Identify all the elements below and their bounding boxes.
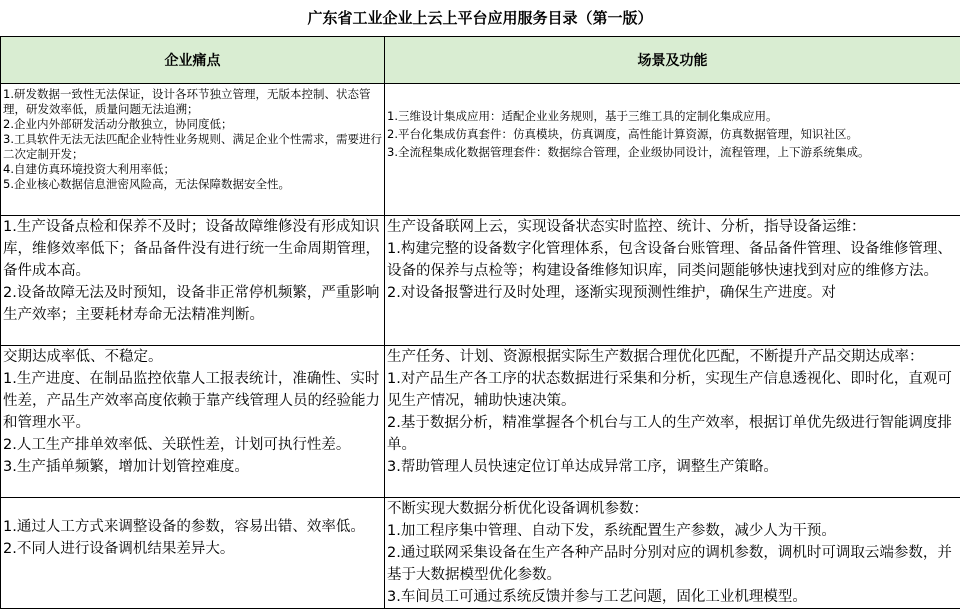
pain-cell[interactable] <box>1 498 385 609</box>
scene-cell[interactable] <box>385 216 960 346</box>
pain-text: 1.研发数据一致性无法保证，设计各环节独立管理，无版本控制、状态管理，研发效率低，质量问题无法追溯； 2.企业内外部研发活动分散独立，协同度低； 3.工具软件无法无法匹配企业特性业务规则、满足企业个性需求，需要进行二次定制开发； 4.自建仿真环境投资大利用率低； 5.企业核心数据信息泄密风险高，无法保障数据安全性。 <box>3 84 382 192</box>
column-header-scene[interactable]: 场景及功能 <box>385 37 960 84</box>
page-title: 广东省工业企业上云上平台应用服务目录（第一版） <box>0 0 960 36</box>
pain-cell[interactable] <box>1 216 385 346</box>
pain-cell[interactable] <box>1 346 385 498</box>
table-row <box>1 216 960 346</box>
table-row <box>1 346 960 498</box>
pain-text: 交期达成率低、不稳定。 1.生产进度、在制品监控依靠人工报表统计，准确性、实时性差，产品生产效率高度依赖于靠产线管理人员的经验能力和管理水平。 2.人工生产排单效率低、关联性差，计划可执行性差。 3.生产插单频繁，增加计划管控难度。 <box>3 346 382 478</box>
scene-cell[interactable] <box>385 84 960 216</box>
service-catalog-table <box>0 36 960 609</box>
column-header-pain[interactable]: 企业痛点 <box>1 37 385 84</box>
pain-cell[interactable] <box>1 84 385 216</box>
scene-cell[interactable] <box>385 498 960 609</box>
scene-cell[interactable] <box>385 346 960 498</box>
scene-text: 1.三维设计集成应用：适配企业业务规则，基于三维工具的定制化集成应用。 2.平台化集成仿真套件：仿真模块，仿真调度，高性能计算资源，仿真数据管理，知识社区。 3.全流程集成化数据管理套件：数据综合管理，企业级协同设计，流程管理，上下游系统集成。 <box>387 84 958 161</box>
scene-text: 不断实现大数据分析优化设备调机参数： 1.加工程序集中管理、自动下发，系统配置生产参数，减少人为干预。 2.通过联网采集设备在生产各种产品时分别对应的调机参数，调机时可调取云端参数，并基于大数据模型优化参数。 3.车间员工可通过系统反馈并参与工艺问题，固化工业机理模型。 <box>387 498 958 608</box>
pain-text: 1.生产设备点检和保养不及时；设备故障维修没有形成知识库，维修效率低下；备品备件没有进行统一生命周期管理，备件成本高。 2.设备故障无法及时预知，设备非正常停机频繁，严重影响生产效率；主要耗材寿命无法精准判断。 <box>3 216 382 326</box>
scene-text: 生产设备联网上云，实现设备状态实时监控、统计、分析，指导设备运维： 1.构建完整的设备数字化管理体系，包含设备台账管理、备品备件管理、设备维修管理、设备的保养与点检等；构建设备维修知识库，同类问题能够快速找到对应的维修方法。 2.对设备报警进行及时处理，逐渐实现预测性维护，确保生产进度。对 <box>387 216 958 345</box>
table-row <box>1 498 960 609</box>
header-row <box>1 37 960 84</box>
pain-text: 1.通过人工方式来调整设备的参数，容易出错、效率低。 2.不同人进行设备调机结果差异大。 <box>3 498 382 560</box>
scene-text: 生产任务、计划、资源根据实际生产数据合理优化匹配，不断提升产品交期达成率： 1.对产品生产各工序的状态数据进行采集和分析，实现生产信息透视化、即时化，直观可见生产情况，辅助快速决策。 2.基于数据分析，精准掌握各个机台与工人的生产效率，根据订单优先级进行智能调度排单。 3.帮助管理人员快速定位订单达成异常工序，调整生产策略。 <box>387 346 958 478</box>
table-row <box>1 84 960 216</box>
